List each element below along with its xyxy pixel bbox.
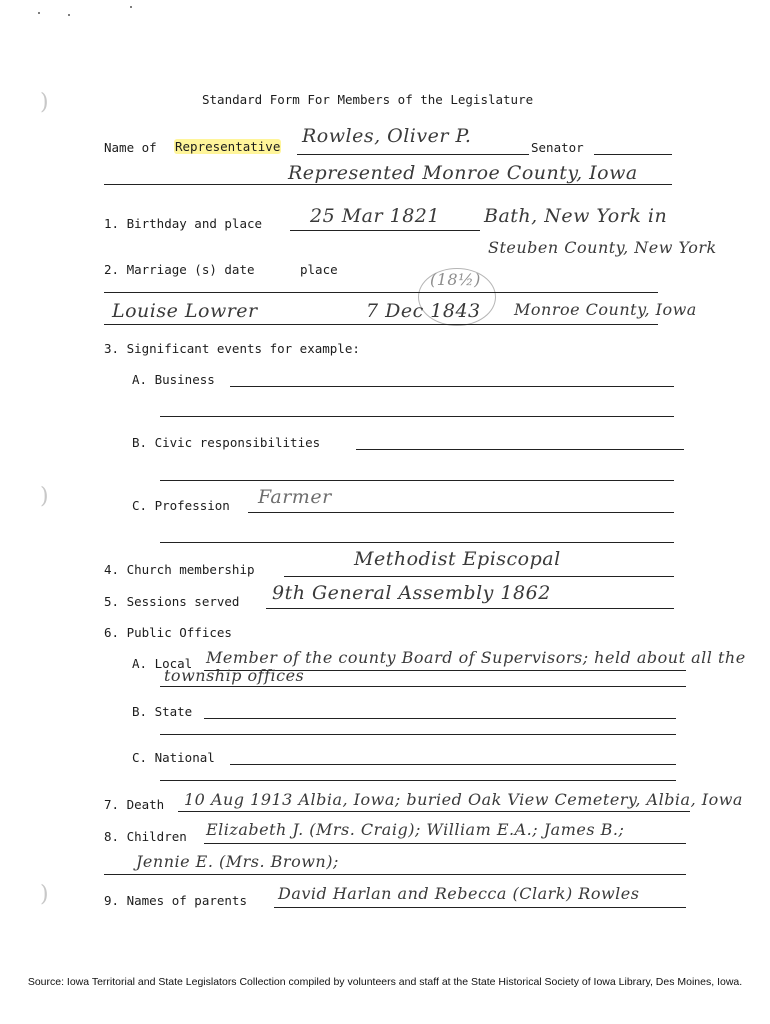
national-underline <box>230 764 676 765</box>
children-label: 8. Children <box>104 829 187 844</box>
civic-label: B. Civic responsibilities <box>132 435 321 450</box>
marriage-label: 2. Marriage (s) date <box>104 262 255 277</box>
local-label: A. Local <box>132 656 193 671</box>
birthday-date-value: 25 Mar 1821 <box>310 205 440 227</box>
name-of-label: Name of <box>104 140 157 155</box>
state-line-2 <box>160 734 676 735</box>
birthday-label: 1. Birthday and place <box>104 216 263 231</box>
events-label: 3. Significant events for example: <box>104 341 360 356</box>
birthday-place-value: Bath, New York in <box>484 205 668 227</box>
marriage-spouse-value: Louise Lowrer <box>112 300 258 322</box>
business-line-2 <box>160 416 674 417</box>
profession-value: Farmer <box>258 486 332 508</box>
represented-underline <box>104 184 672 185</box>
business-label: A. Business <box>132 372 215 387</box>
binder-hole-mark: ) <box>40 882 49 907</box>
church-underline <box>284 576 674 577</box>
parents-label: 9. Names of parents <box>104 893 247 908</box>
binder-hole-mark: ) <box>40 484 49 509</box>
senator-label: Senator <box>531 140 584 155</box>
national-line-2 <box>160 780 676 781</box>
source-caption: Source: Iowa Territorial and State Legislators Collection compiled by volunteers and staff at the State Historical Society of Iowa Library, Des Moines, Iowa. <box>27 976 743 988</box>
birthday-place-value2: Steuben County, New York <box>488 238 717 257</box>
state-label: B. State <box>132 704 193 719</box>
sessions-label: 5. Sessions served <box>104 594 240 609</box>
parents-value: David Harlan and Rebecca (Clark) Rowles <box>278 884 640 903</box>
church-label: 4. Church membership <box>104 562 255 577</box>
children-underline <box>204 843 686 844</box>
civic-line-2 <box>160 480 674 481</box>
scan-speck <box>68 14 70 16</box>
local-line-2 <box>160 686 686 687</box>
death-label: 7. Death <box>104 797 165 812</box>
senator-underline <box>594 154 672 155</box>
scan-speck <box>130 6 132 8</box>
represented-value: Represented Monroe County, Iowa <box>288 162 638 184</box>
national-label: C. National <box>132 750 215 765</box>
sessions-underline <box>266 608 674 609</box>
scan-speck <box>38 12 40 14</box>
parents-underline <box>274 907 686 908</box>
state-underline <box>204 718 676 719</box>
local-value: Member of the county Board of Supervisors; held about all the <box>206 648 746 667</box>
representative-label: Representative <box>175 139 281 154</box>
offices-label: 6. Public Offices <box>104 625 232 640</box>
marriage-date-value: 7 Dec 1843 <box>366 300 481 322</box>
marriage-place-value: Monroe County, Iowa <box>514 300 697 319</box>
children-value2: Jennie E. (Mrs. Brown); <box>136 852 339 871</box>
civic-underline <box>356 449 684 450</box>
birthday-underline <box>290 230 480 231</box>
name-underline <box>297 154 529 155</box>
name-value: Rowles, Oliver P. <box>302 125 472 147</box>
local-value2: township offices <box>164 666 305 685</box>
death-underline <box>178 811 690 812</box>
profession-line-2 <box>160 542 674 543</box>
business-underline <box>230 386 674 387</box>
marriage-stamp-value: (18½) <box>430 270 481 289</box>
profession-underline <box>248 512 674 513</box>
marriage-line-2 <box>104 324 658 325</box>
death-value: 10 Aug 1913 Albia, Iowa; buried Oak View Cemetery, Albia, Iowa <box>184 790 743 809</box>
children-value: Elizabeth J. (Mrs. Craig); William E.A.; James B.; <box>206 820 625 839</box>
marriage-line-1 <box>104 292 658 293</box>
marriage-place-label: place <box>300 262 338 277</box>
church-value: Methodist Episcopal <box>354 548 561 570</box>
sessions-value: 9th General Assembly 1862 <box>272 582 551 604</box>
profession-label: C. Profession <box>132 498 230 513</box>
form-title: Standard Form For Members of the Legislature <box>202 92 534 107</box>
children-line-2 <box>104 874 686 875</box>
binder-hole-mark: ) <box>40 90 49 115</box>
